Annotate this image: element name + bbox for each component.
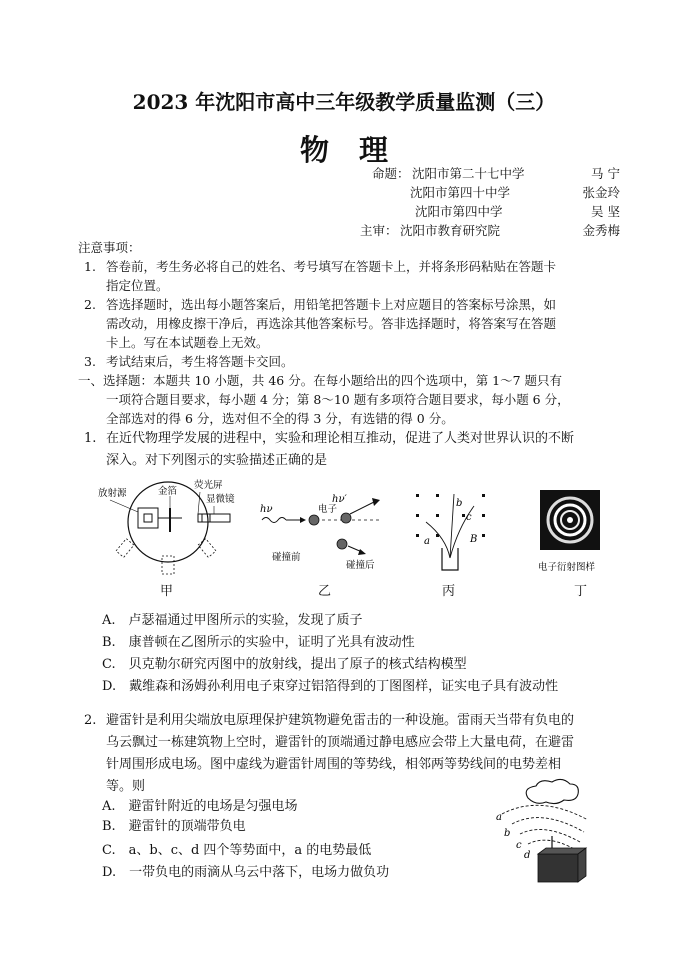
exam-title: 2023 年沈阳市高中三年级教学质量监测（三） [132, 90, 556, 114]
option-d: D. 戴维森和汤姆孙利用电子束穿过铝箔得到的丁图图样，证实电子具有波动性 [102, 679, 559, 694]
label-equipotential-d: d [524, 850, 531, 861]
author-role: 命题： [372, 166, 410, 181]
notice-item-text: 答选择题时，选出每小题答案后，用铅笔把答题卡上对应题目的答案标号涂黑，如 [106, 297, 557, 312]
building [538, 848, 586, 882]
question-text: 深入。对下列图示的实验描述正确的是 [106, 453, 328, 468]
notice-item-number: 2. [84, 297, 96, 312]
notice-item-number: 3. [84, 354, 96, 369]
author-name: 马 宁 [591, 166, 620, 181]
notice-item-text: 考试结束后，考生将答题卡交回。 [106, 354, 294, 369]
figure-caption-jia: 甲 [160, 584, 174, 599]
label-ray-c: c [466, 512, 472, 523]
label-ray-b: b [456, 498, 463, 509]
notice-heading: 注意事项： [78, 240, 141, 255]
label-microscope: 显微镜 [206, 494, 235, 505]
question-text: 针周围形成电场。图中虚线为避雷针周围的等势线，相邻两等势线间的电势差相 [106, 757, 562, 772]
radiation-magnetic-field-diagram [416, 494, 485, 570]
author-school: 沈阳市第四十中学 [410, 185, 511, 200]
option-d: D. 一带负电的雨滴从乌云中落下，电场力做负功 [102, 865, 390, 880]
question-text: 在近代物理学发展的进程中，实验和理论相互推动，促进了人类对世界认识的不断 [106, 431, 575, 446]
option-a: A. 避雷针附近的电场是匀强电场 [102, 799, 298, 814]
electron-diffraction-pattern [538, 490, 600, 573]
author-row [360, 164, 620, 183]
label-before-collision: 碰撞前 [272, 552, 301, 563]
author-row [360, 183, 620, 202]
label-equipotential-c: c [516, 840, 522, 851]
label-electron: 电子 [318, 504, 338, 515]
q1-figure [90, 478, 620, 578]
notice-item-text: 需改动，用橡皮擦干净后，再选涂其他答案标号。答非选择题时，将答案写在答题 [106, 316, 557, 331]
question-text: 避雷针是利用尖端放电原理保护建筑物避免雷击的一种设施。雷雨天当带有负电的 [106, 713, 575, 728]
notice-item-text: 卡上。写在本试题卷上无效。 [106, 335, 269, 350]
author-row [360, 221, 620, 240]
option-b: B. 避雷针的顶端带负电 [102, 819, 246, 834]
label-gold-foil: 金箔 [158, 486, 178, 497]
label-equipotential-b: b [504, 828, 511, 839]
label-equipotential-a: a [496, 812, 502, 823]
label-photon-out: hν′ [332, 494, 347, 505]
author-row [360, 202, 620, 221]
equipotential-lines [502, 805, 588, 850]
figure-caption-yi: 乙 [318, 584, 332, 599]
section-heading: 一、选择题：本题共 10 小题，共 46 分。在每小题给出的四个选项中，第 1～7 题只有 [78, 373, 563, 388]
question-text: 乌云飘过一栋建筑物上空时，避雷针的顶端通过静电感应会带上大量电荷，在避雷 [106, 735, 575, 750]
rutherford-apparatus-diagram [98, 479, 235, 574]
author-school: 沈阳市第二十七中学 [412, 166, 525, 181]
section-text: 全部选对的得 6 分，选对但不全的得 3 分，有选错的得 0 分。 [106, 411, 454, 426]
subject-title: 物理 [299, 133, 418, 167]
label-field-B: B [470, 534, 478, 545]
figure-caption-ding: 丁 [574, 584, 588, 599]
author-name: 张金玲 [582, 185, 620, 200]
label-photon-in: hν [260, 504, 273, 515]
compton-scattering-diagram [260, 494, 380, 571]
question-number: 2. [84, 713, 97, 728]
question-text: 等。则 [106, 779, 146, 794]
notice-item-text: 答卷前，考生务必将自己的姓名、考号填写在答题卡上，并将条形码粘贴在答题卡 [106, 259, 557, 274]
figure-caption-bing: 丙 [442, 584, 456, 599]
option-a: A. 卢瑟福通过甲图所示的实验，发现了质子 [102, 613, 363, 628]
label-fluorescent-screen: 荧光屏 [194, 480, 223, 491]
label-ray-a: a [424, 536, 430, 547]
option-c: C. a、b、c、d 四个等势面中，a 的电势最低 [102, 843, 372, 858]
label-electron-diffraction: 电子衍射图样 [538, 562, 596, 573]
notice-item-text: 指定位置。 [106, 278, 169, 293]
author-school: 沈阳市教育研究院 [400, 223, 501, 238]
lightning-rod-figure [490, 776, 610, 886]
section-text: 一项符合题目要求，每小题 4 分；第 8～10 题有多项符合题目要求，每小题 6 分， [106, 392, 570, 407]
author-role: 主审： [360, 223, 398, 238]
author-name: 金秀梅 [582, 223, 620, 238]
author-name: 吴 坚 [591, 204, 620, 219]
author-list [360, 164, 620, 240]
question-number: 1. [84, 431, 97, 446]
option-b: B. 康普顿在乙图所示的实验中，证明了光具有波动性 [102, 635, 415, 650]
label-radioactive-source: 放射源 [98, 488, 127, 499]
notice-item-number: 1. [84, 259, 96, 274]
cloud-icon [526, 779, 578, 803]
label-after-collision: 碰撞后 [346, 560, 375, 571]
author-school: 沈阳市第四中学 [415, 204, 503, 219]
option-c: C. 贝克勒尔研究丙图中的放射线，提出了原子的核式结构模型 [102, 657, 467, 672]
